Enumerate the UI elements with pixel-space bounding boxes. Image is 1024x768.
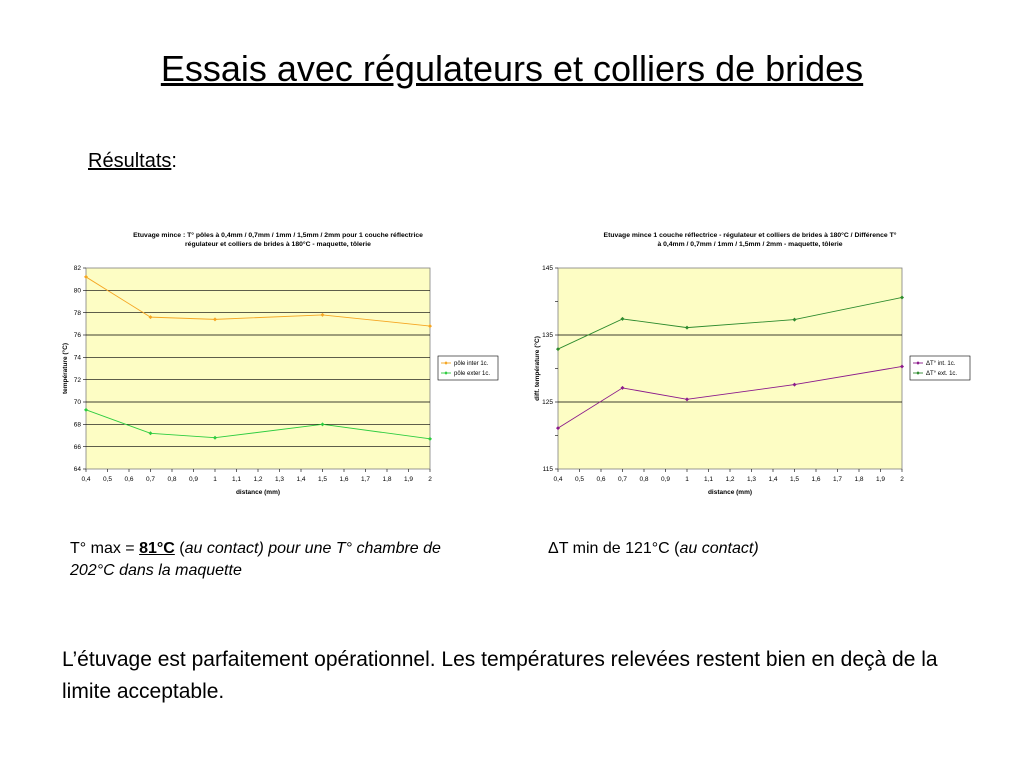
y-tick-label: 72 bbox=[73, 376, 81, 384]
caption-left-space: ( bbox=[174, 540, 185, 557]
chart-title-line1: Etuvage mince : T° pôles à 0,4mm / 0,7mm / 1mm / 1,5mm / 2mm pour 1 couche réflectrice bbox=[133, 232, 423, 239]
x-tick-label: 1,6 bbox=[811, 476, 821, 483]
chart-temperature-difference bbox=[530, 222, 980, 502]
plot-area bbox=[86, 268, 430, 469]
y-tick-label: 82 bbox=[73, 265, 81, 273]
chart-title-line2: régulateur et colliers de brides à 180°C - maquette, tôlerie bbox=[185, 241, 371, 248]
x-tick-label: 1,7 bbox=[832, 476, 843, 483]
chart-svg-0 bbox=[58, 222, 508, 502]
legend-entry: ΔT° int. 1c. bbox=[926, 361, 956, 367]
y-tick-label: 115 bbox=[542, 466, 553, 474]
y-tick-label: 78 bbox=[73, 309, 81, 317]
chart-title-line1: Etuvage mince 1 couche réflectrice - régulateur et colliers de brides à 180°C / Différence T° bbox=[603, 232, 897, 239]
x-tick-label: 1,2 bbox=[253, 476, 263, 483]
y-tick-label: 135 bbox=[542, 332, 553, 340]
y-tick-label: 80 bbox=[73, 287, 81, 295]
caption-right-italic: au contact) bbox=[679, 540, 759, 557]
results-subtitle bbox=[88, 150, 177, 173]
plot-area bbox=[558, 268, 902, 469]
x-tick-label: 0,7 bbox=[145, 476, 156, 483]
y-axis-label: température (°C) bbox=[62, 343, 69, 394]
x-tick-label: 1,3 bbox=[746, 476, 757, 483]
x-tick-label: 0,7 bbox=[617, 476, 628, 483]
x-tick-label: 1,9 bbox=[403, 476, 414, 483]
x-tick-label: 1,4 bbox=[296, 476, 306, 483]
x-tick-label: 0,4 bbox=[81, 476, 91, 483]
results-label: Résultats bbox=[88, 150, 172, 172]
x-tick-label: 0,5 bbox=[574, 476, 585, 483]
x-axis-label: distance (mm) bbox=[707, 489, 753, 496]
legend-entry: pôle inter 1c. bbox=[454, 361, 489, 367]
y-tick-label: 70 bbox=[73, 399, 81, 407]
x-tick-label: 1 bbox=[685, 476, 689, 483]
x-tick-label: 1,7 bbox=[360, 476, 371, 483]
legend bbox=[438, 356, 498, 380]
caption-right-prefix: ΔT min de 121°C ( bbox=[548, 540, 680, 557]
x-tick-label: 1 bbox=[213, 476, 217, 483]
x-axis-label: distance (mm) bbox=[235, 489, 281, 496]
x-tick-label: 0,8 bbox=[639, 476, 649, 483]
x-tick-label: 1,9 bbox=[875, 476, 886, 483]
caption-min-delta bbox=[548, 538, 968, 560]
legend-entry: ΔT° ext. 1c. bbox=[926, 371, 958, 377]
x-tick-label: 0,6 bbox=[596, 476, 606, 483]
caption-max-temperature bbox=[70, 538, 470, 582]
caption-left-italic: au contact) pour une T° chambre de 202°C dans la maquette bbox=[70, 540, 441, 579]
x-tick-label: 0,9 bbox=[188, 476, 199, 483]
y-tick-label: 125 bbox=[542, 399, 553, 407]
legend-entry: pôle exter 1c. bbox=[454, 371, 491, 377]
x-tick-label: 0,6 bbox=[124, 476, 134, 483]
x-tick-label: 2 bbox=[428, 476, 432, 483]
x-tick-label: 0,4 bbox=[553, 476, 563, 483]
y-tick-label: 68 bbox=[73, 421, 81, 429]
chart-title-line2: à 0,4mm / 0,7mm / 1mm / 1,5mm / 2mm - maquette, tôlerie bbox=[657, 241, 843, 248]
x-tick-label: 1,1 bbox=[703, 476, 714, 483]
legend bbox=[910, 356, 970, 380]
x-tick-label: 1,4 bbox=[768, 476, 778, 483]
y-tick-label: 76 bbox=[73, 332, 81, 340]
y-axis-label: diff. température (°C) bbox=[534, 336, 541, 401]
caption-left-prefix: T° max = bbox=[70, 540, 140, 557]
x-tick-label: 2 bbox=[900, 476, 904, 483]
y-tick-label: 74 bbox=[73, 354, 81, 362]
x-tick-label: 0,8 bbox=[167, 476, 177, 483]
x-tick-label: 1,1 bbox=[231, 476, 242, 483]
x-tick-label: 1,8 bbox=[854, 476, 864, 483]
x-tick-label: 1,6 bbox=[339, 476, 349, 483]
y-tick-label: 66 bbox=[73, 443, 81, 451]
x-tick-label: 1,2 bbox=[725, 476, 735, 483]
y-tick-label: 145 bbox=[542, 265, 553, 273]
x-tick-label: 0,9 bbox=[660, 476, 671, 483]
slide-title: Essais avec régulateurs et colliers de brides bbox=[160, 48, 864, 89]
chart-pole-temperatures bbox=[58, 222, 508, 502]
x-tick-label: 1,5 bbox=[317, 476, 328, 483]
x-tick-label: 1,3 bbox=[274, 476, 285, 483]
y-tick-label: 64 bbox=[73, 466, 81, 474]
caption-left-value: 81°C bbox=[139, 540, 175, 557]
x-tick-label: 1,8 bbox=[382, 476, 392, 483]
x-tick-label: 1,5 bbox=[789, 476, 800, 483]
results-colon: : bbox=[171, 150, 177, 172]
chart-svg-1 bbox=[530, 222, 980, 502]
conclusion-text: L’étuvage est parfaitement opérationnel. Les températures relevées restent bien en deçà de la limite acceptable. bbox=[62, 648, 938, 703]
x-tick-label: 0,5 bbox=[102, 476, 113, 483]
